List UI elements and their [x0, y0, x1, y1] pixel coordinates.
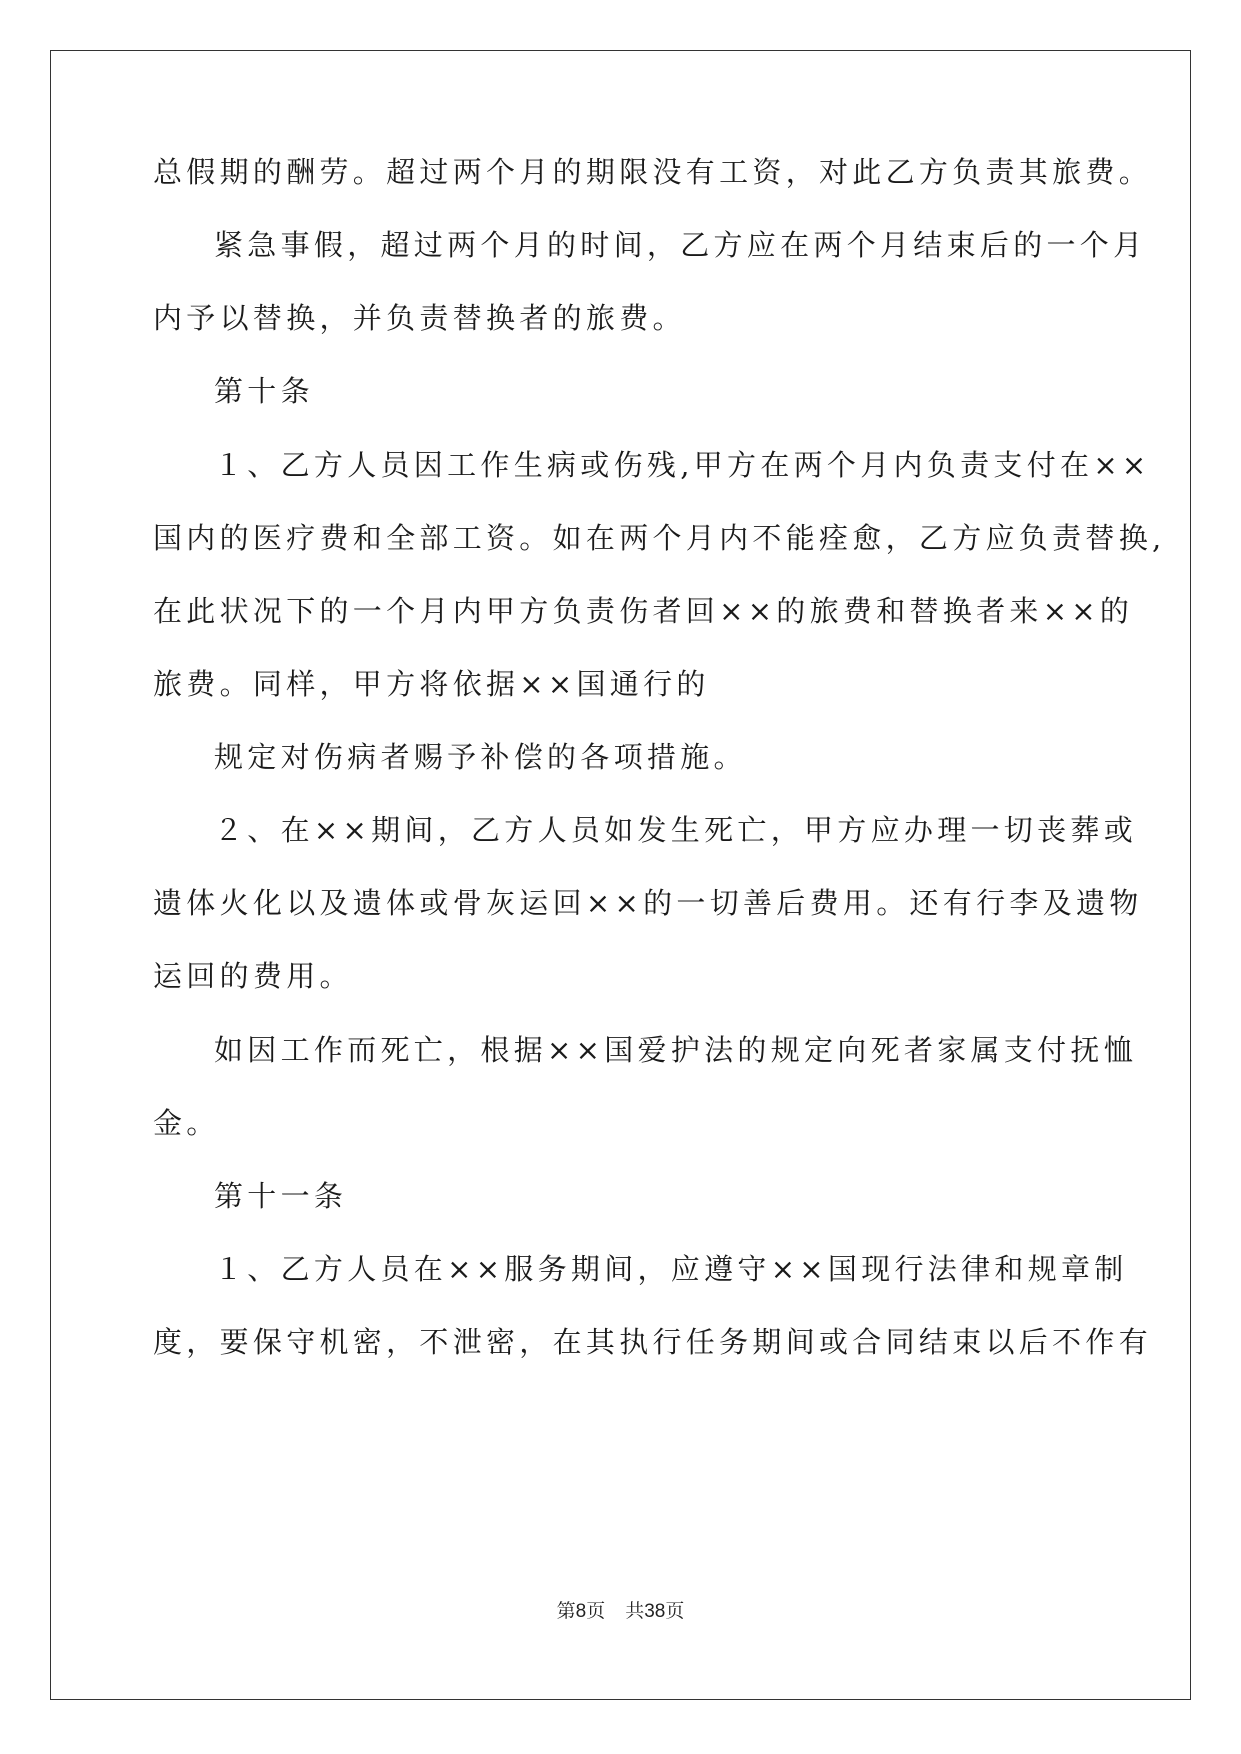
- page-footer: [0, 1598, 1241, 1625]
- text-line: 总假期的酬劳。超过两个月的期限没有工资，对此乙方负责其旅费。: [153, 155, 1153, 189]
- clause-text: １、乙方人员在××服务期间，应遵守××国现行法律和规章制: [214, 1252, 1128, 1286]
- text-line: 国内的医疗费和全部工资。如在两个月内不能痊愈，乙方应负责替换,: [153, 521, 1166, 555]
- paragraph-text: 规定对伤病者赐予补偿的各项措施。: [214, 740, 747, 774]
- clause-text: １、乙方人员因工作生病或伤残,甲方在两个月内负责支付在××: [214, 448, 1151, 482]
- total-pages: 38: [644, 1601, 666, 1622]
- text-line: 金。: [153, 1106, 220, 1140]
- section-heading: 第十条: [214, 374, 314, 408]
- text-line: 内予以替换，并负责替换者的旅费。: [153, 301, 686, 335]
- text-line: 度，要保守机密，不泄密，在其执行任务期间或合同结束以后不作有: [153, 1325, 1153, 1359]
- page-prefix: 第: [556, 1600, 576, 1622]
- total-prefix: 共: [625, 1600, 645, 1622]
- page-number: 8: [575, 1601, 587, 1622]
- text-line: 旅费。同样，甲方将依据××国通行的: [153, 667, 710, 701]
- clause-text: ２、在××期间，乙方人员如发生死亡，甲方应办理一切丧葬或: [214, 813, 1137, 847]
- total-suffix: 页: [665, 1600, 685, 1622]
- paragraph-text: 如因工作而死亡，根据××国爱护法的规定向死者家属支付抚恤: [214, 1033, 1137, 1067]
- page-suffix: 页: [586, 1600, 606, 1622]
- paragraph-text: 紧急事假，超过两个月的时间，乙方应在两个月结束后的一个月: [214, 228, 1147, 262]
- text-line: 运回的费用。: [153, 959, 353, 993]
- section-heading: 第十一条: [214, 1179, 348, 1213]
- text-line: 在此状况下的一个月内甲方负责伤者回××的旅费和替换者来××的: [153, 594, 1134, 628]
- text-line: 遗体火化以及遗体或骨灰运回××的一切善后费用。还有行李及遗物: [153, 886, 1143, 920]
